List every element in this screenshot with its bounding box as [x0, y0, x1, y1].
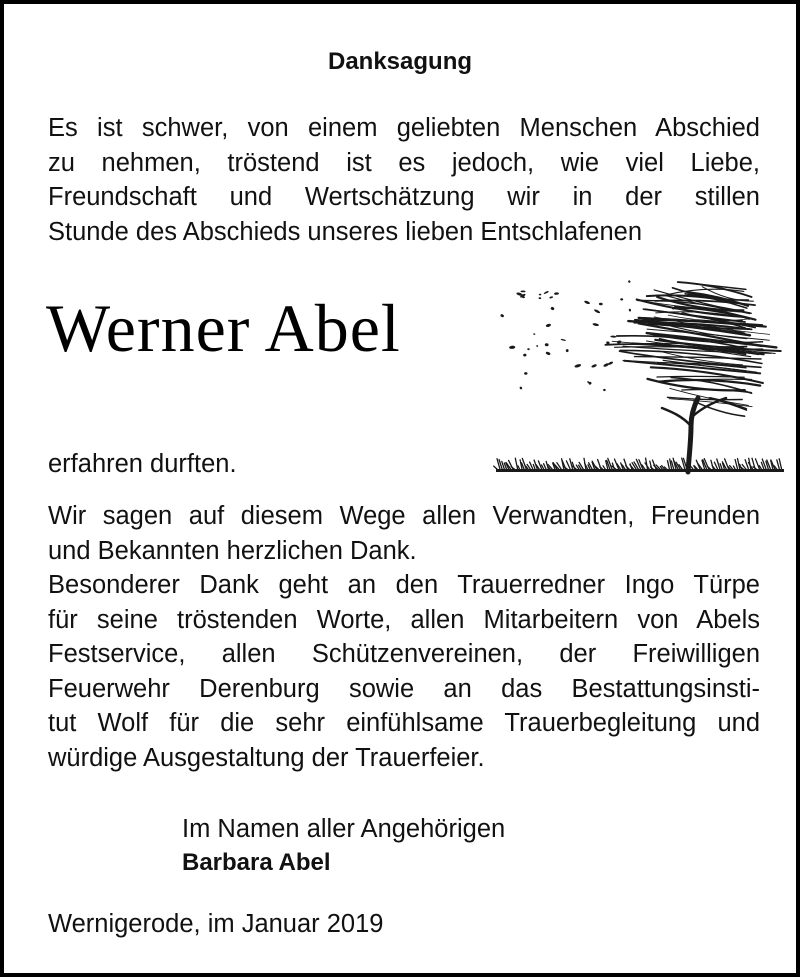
intro-line: Freundschaft und Wertschätzung wir in der stillen — [48, 183, 760, 211]
thanks-line: Besonderer Dank geht an den Trauerredner Ingo Türpe — [48, 571, 760, 599]
leaf-mark — [628, 280, 631, 283]
leaf-mark — [603, 389, 606, 391]
thanks-paragraph — [48, 499, 760, 775]
leaf-mark — [524, 372, 527, 375]
thanks-line: und Bekannten herzlichen Dank. — [48, 536, 417, 565]
leaf-mark — [617, 340, 622, 343]
leaf-mark — [561, 339, 567, 342]
thanks-line: Festservice, allen Schützenvereinen, der Freiwilligen — [48, 640, 760, 668]
leaf-mark — [620, 298, 623, 300]
notice-heading: Danksagung — [327, 48, 473, 75]
place-date: Wernigerode, im Januar 2019 — [48, 910, 384, 938]
leaf-mark — [591, 364, 597, 369]
thanks-line: Feuerwehr Derenburg sowie an das Bestattungsinsti- — [48, 674, 760, 703]
leaf-mark — [592, 323, 599, 327]
leaf-mark — [594, 309, 601, 314]
thanks-line: tut Wolf für die sehr einfühlsame Trauerbegleitung und — [48, 709, 760, 737]
leaf-mark — [549, 296, 553, 299]
thanks-line: würdige Ausgestaltung der Trauerfeier. — [48, 743, 485, 772]
deceased-name: Werner Abel — [46, 290, 401, 366]
after-name-text: erfahren durften. — [48, 450, 237, 478]
leaf-mark — [574, 363, 581, 368]
leaf-mark — [527, 348, 530, 350]
leaf-mark — [584, 300, 591, 305]
leaf-mark — [545, 351, 551, 356]
leaf-mark — [536, 345, 539, 347]
leaf-mark — [509, 345, 516, 349]
leaf-mark — [520, 290, 525, 292]
signer-name: Barbara Abel — [182, 849, 331, 876]
closing-text: Im Namen aller Angehörigen — [182, 815, 506, 843]
leaf-mark — [500, 314, 505, 318]
leaf-mark — [543, 291, 549, 295]
leaf-mark — [550, 306, 555, 310]
signature-block — [182, 812, 505, 880]
leaf-mark — [610, 335, 616, 337]
intro-paragraph — [48, 111, 760, 249]
leaf-mark — [599, 303, 603, 306]
leaf-mark — [629, 308, 632, 311]
leaf-mark — [603, 363, 610, 368]
intro-line: Es ist schwer, von einem geliebten Menschen Abschied — [48, 114, 760, 142]
canopy-stroke — [635, 357, 762, 359]
intro-line: zu nehmen, tröstend ist es jedoch, wie viel Liebe, — [48, 148, 760, 177]
leaf-mark — [566, 349, 569, 352]
leaf-mark — [539, 294, 542, 296]
leaf-mark — [523, 353, 527, 356]
leaf-mark — [545, 343, 549, 346]
intro-line: Stunde des Abschieds unseres lieben Entschlafenen — [48, 217, 642, 246]
leaf-mark — [554, 292, 559, 295]
leaf-mark — [533, 333, 536, 335]
leaf-mark — [519, 386, 522, 390]
leaf-mark — [545, 323, 551, 327]
thanks-line: für seine tröstenden Worte, allen Mitarbeitern von Abels — [48, 605, 760, 634]
thanks-line: Wir sagen auf diesem Wege allen Verwandten, Freunden — [48, 502, 760, 530]
leaf-mark — [538, 297, 541, 299]
